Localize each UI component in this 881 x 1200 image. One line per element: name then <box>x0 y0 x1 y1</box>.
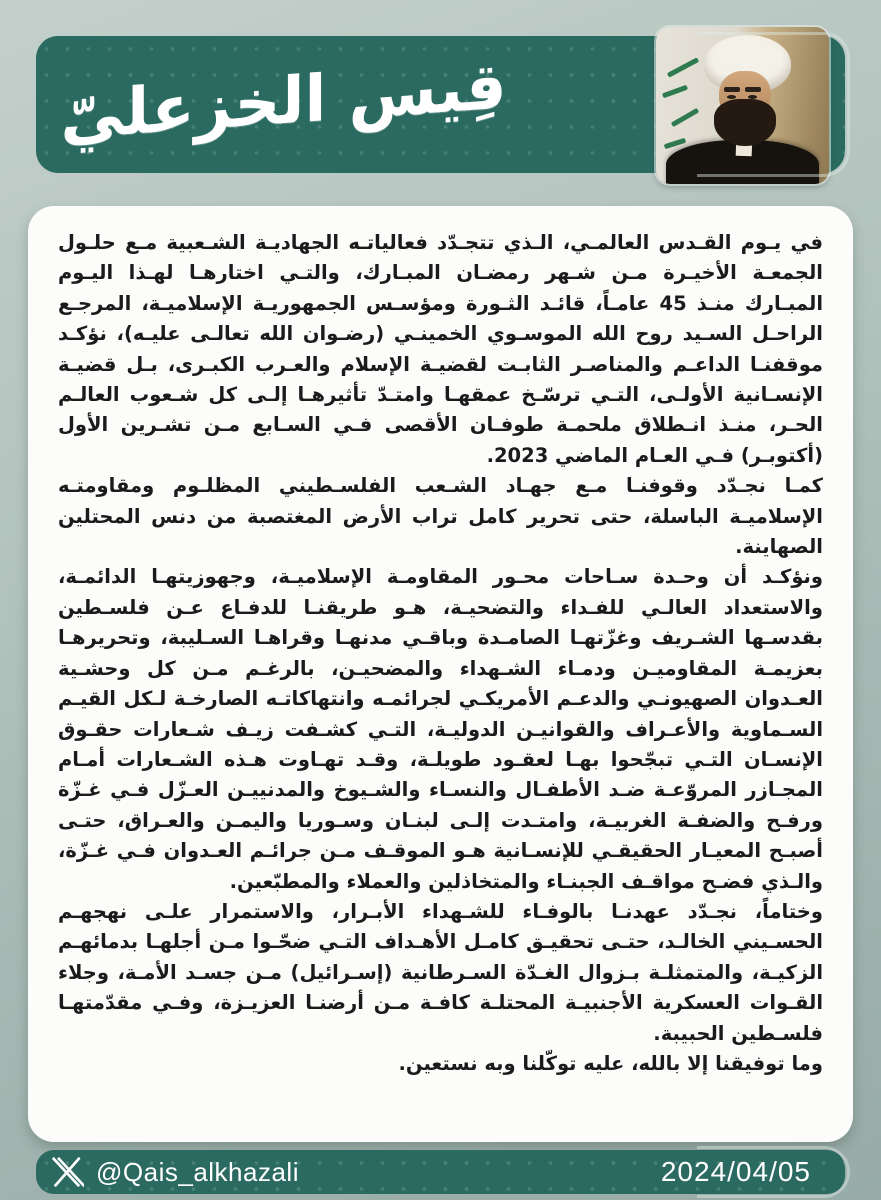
portrait-eye <box>727 95 737 99</box>
portrait-beard <box>714 99 776 146</box>
portrait-eyebrow <box>724 87 740 92</box>
post-date: 2024/04/05 <box>660 1156 811 1187</box>
profile-photo <box>656 27 829 184</box>
statement-paragraph-4: وختاماً، نجـدّد عهدنـا بالوفـاء للشـهداء الأبـرار، والاستمرار علـى نهجهـم الحسـيني الخالـد، حتـى تحقيـق كامـل الأهـداف التـي ضحّـوا مـن أجلهـا بدمائهـم الزكيـة، والمتمثلـة بـزوال الغـدّة السـرطانية (إسـرائيل) مـن جسـد الأمـة، وجلاء القـوات العسكرية الأجنبيـة المحتلـة كافـة مـن أرضنـا العزيـزة، وفـي مقدّمتهـا فلسـطين الحبيبة. <box>58 899 823 1045</box>
twitter-handle: @Qais_alkhazali <box>96 1156 299 1187</box>
statement-paragraph-1: في يـوم القـدس العالمـي، الـذي تتجـدّد فعالياتـه الجهاديـة الشـعبية مـع حلـول الجمعـة الأخيـرة مـن شـهر رمضـان المبـارك، والتـي اختارهـا لهـذا اليـوم المبـارك منـذ 45 عامـاً، قائـد الثـورة ومؤسـس الجمهوريـة الإسلاميـة، المرجـع الراحـل السـيد روح الله الموسـوي الخمينـي (رضـوان الله تعالـى عليـه)، نؤكـد موقفنـا الداعـم والمناصـر الثابـت لقضيـة الإسلام والعـرب الكبـرى، بـل قضيـة الإنسـانية الأولـى، التـي ترسّـخ عمقهـا وامتـدّ تأثيرهـا إلـى كل شـعوب العالـم الحـر، منـذ انـطلاق ملحمـة طوفـان الأقصى فـي السـابع مـن تشـرين الأول (أكتوبـر) فـي العـام الماضي 2023. <box>58 231 824 467</box>
flag-script-mark <box>671 108 699 127</box>
flag-script-mark <box>667 57 699 77</box>
signature-calligraphy: قِيس الخزعليّ <box>60 49 507 155</box>
header-bar <box>36 36 845 173</box>
portrait-eye <box>748 95 758 99</box>
x-logo-icon <box>48 1155 84 1189</box>
flag-script-mark <box>662 85 688 99</box>
statement-paragraph-2: كمـا نجـدّد وقوفنـا مـع جهـاد الشـعب الفلسـطيني المظلـوم ومقاومتـه الإسلاميـة الباسلة، حتى تحرير كامل تراب الأرض المغتصبة من دنس المحتلين الصهاينة. <box>58 474 823 559</box>
portrait-eyebrow <box>745 87 761 92</box>
statement-paragraph-3: ونؤكـد أن وحـدة سـاحات محـور المقاومـة الإسلاميـة، وجهوزيتهـا الدائمـة، والاستعداد العالـي للفـداء والتضحيـة، هـو طريقنـا للدفـاع عـن فلسـطين بقدسـها الشـريف وغزّتهـا الصامـدة وباقـي مدنهـا وقراهـا السـليبة، وتحريرهـا بعزيمـة المقاوميـن ودمـاء الشـهداء والمضحيـن، بالرغـم مـن كل وحشـية العـدوان الصهيونـي والدعـم الأمريكـي لجرائمـه وانتهاكاتـه الصارخـة لـكل القيـم السـماوية والأعـراف والقوانيـن الدوليـة، التـي كشـفت زيـف شـعارات حقـوق الإنسـان التـي تبجّحوا بهـا لعقـود طويلـة، وقـد تهـاوت هـذه الشـعارات أمـام المجـازر المروّعـة ضـد الأطفـال والنسـاء والشـيوخ والمدنييـن العـزّل فـي غـزّة ورفـح والضفـة الغربيـة، وامتـدت إلـى لبنـان وسـوريا واليمـن والعـراق، حتـى أصبـح المعيـار الحقيقـي للإنسـانية هـو الموقـف مـن جرائـم العـدوان فـي غـزّة، والـذي فضـح مواقـف الجبنـاء والمتخاذلين والعملاء والمطبّعين. <box>58 565 823 893</box>
statement-panel <box>28 206 853 1142</box>
statement-paragraph-5: وما توفيقنا إلا بالله، عليه توكّلنا وبه نستعين. <box>398 1051 823 1075</box>
footer-bar <box>36 1150 845 1194</box>
